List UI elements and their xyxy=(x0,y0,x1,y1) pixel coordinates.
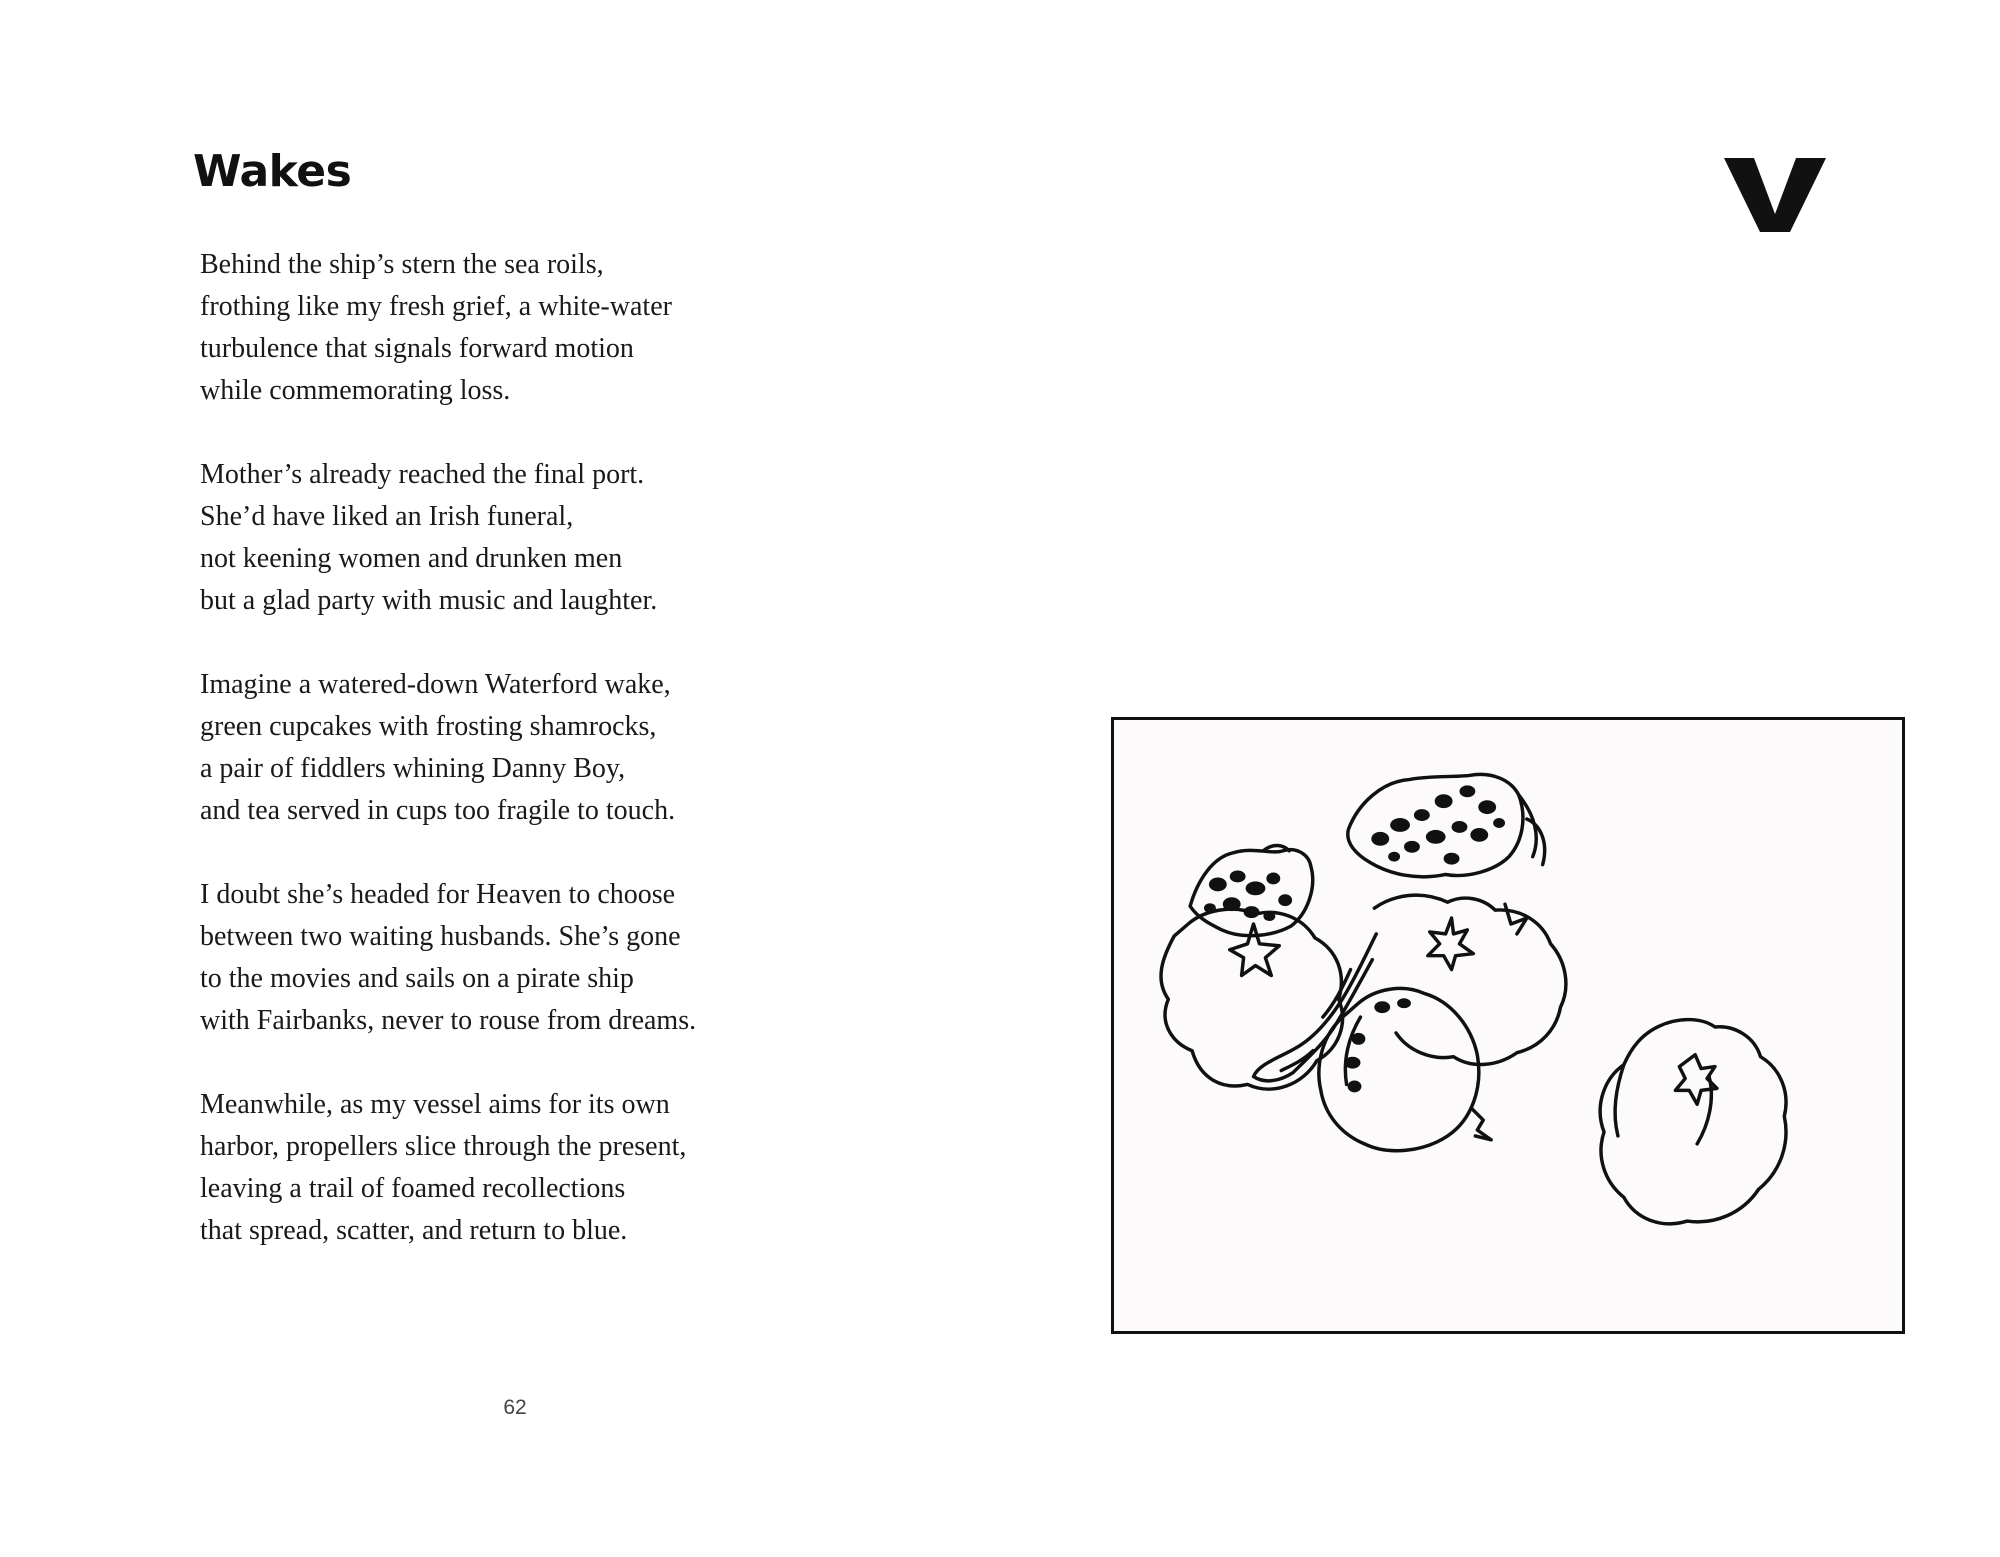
pomegranate-right-icon xyxy=(1600,1020,1786,1224)
pomegranate-center-icon xyxy=(1374,895,1566,1064)
poem-line: that spread, scatter, and return to blue. xyxy=(200,1215,628,1246)
poem-line: harbor, propellers slice through the present, xyxy=(200,1131,687,1162)
poem-line: with Fairbanks, never to rouse from dreams. xyxy=(200,1005,697,1036)
poem-line: green cupcakes with frosting shamrocks, xyxy=(200,711,657,742)
poem-line: Mother’s already reached the final port. xyxy=(200,459,645,490)
stanza xyxy=(200,244,820,412)
poem-body xyxy=(200,244,820,1294)
pomegranate-bottom-icon xyxy=(1319,988,1491,1150)
pomegranate-illustration xyxy=(1111,717,1905,1334)
poem-line: frothing like my fresh grief, a white-water xyxy=(200,291,672,322)
roman-numeral-v-mark-icon xyxy=(1720,132,1830,242)
poem-line: and tea served in cups too fragile to touch. xyxy=(200,795,676,826)
poem-line: a pair of fiddlers whining Danny Boy, xyxy=(200,753,626,784)
stanza xyxy=(200,874,820,1042)
poem-line: not keening women and drunken men xyxy=(200,543,623,574)
poem-line: leaving a trail of foamed recollections xyxy=(200,1173,626,1204)
poem-line: turbulence that signals forward motion xyxy=(200,333,634,364)
poem-line: I doubt she’s headed for Heaven to choose xyxy=(200,879,676,910)
pomegranates-icon xyxy=(1114,720,1902,1331)
poem-title: Wakes xyxy=(193,146,352,197)
stanza xyxy=(200,664,820,832)
poem-line: to the movies and sails on a pirate ship xyxy=(200,963,634,994)
poem-line: but a glad party with music and laughter. xyxy=(200,585,658,616)
poem-line: Meanwhile, as my vessel aims for its own xyxy=(200,1089,670,1120)
poem-line: Behind the ship’s stern the sea roils, xyxy=(200,249,604,280)
stanza xyxy=(200,454,820,622)
page-number: 62 xyxy=(503,1396,527,1419)
pomegranate-top-icon xyxy=(1348,774,1545,876)
poem-line: between two waiting husbands. She’s gone xyxy=(200,921,681,952)
poem-line: while commemorating loss. xyxy=(200,375,511,406)
poem-line: Imagine a watered-down Waterford wake, xyxy=(200,669,671,700)
stanza xyxy=(200,1084,820,1252)
poem-line: She’d have liked an Irish funeral, xyxy=(200,501,574,532)
